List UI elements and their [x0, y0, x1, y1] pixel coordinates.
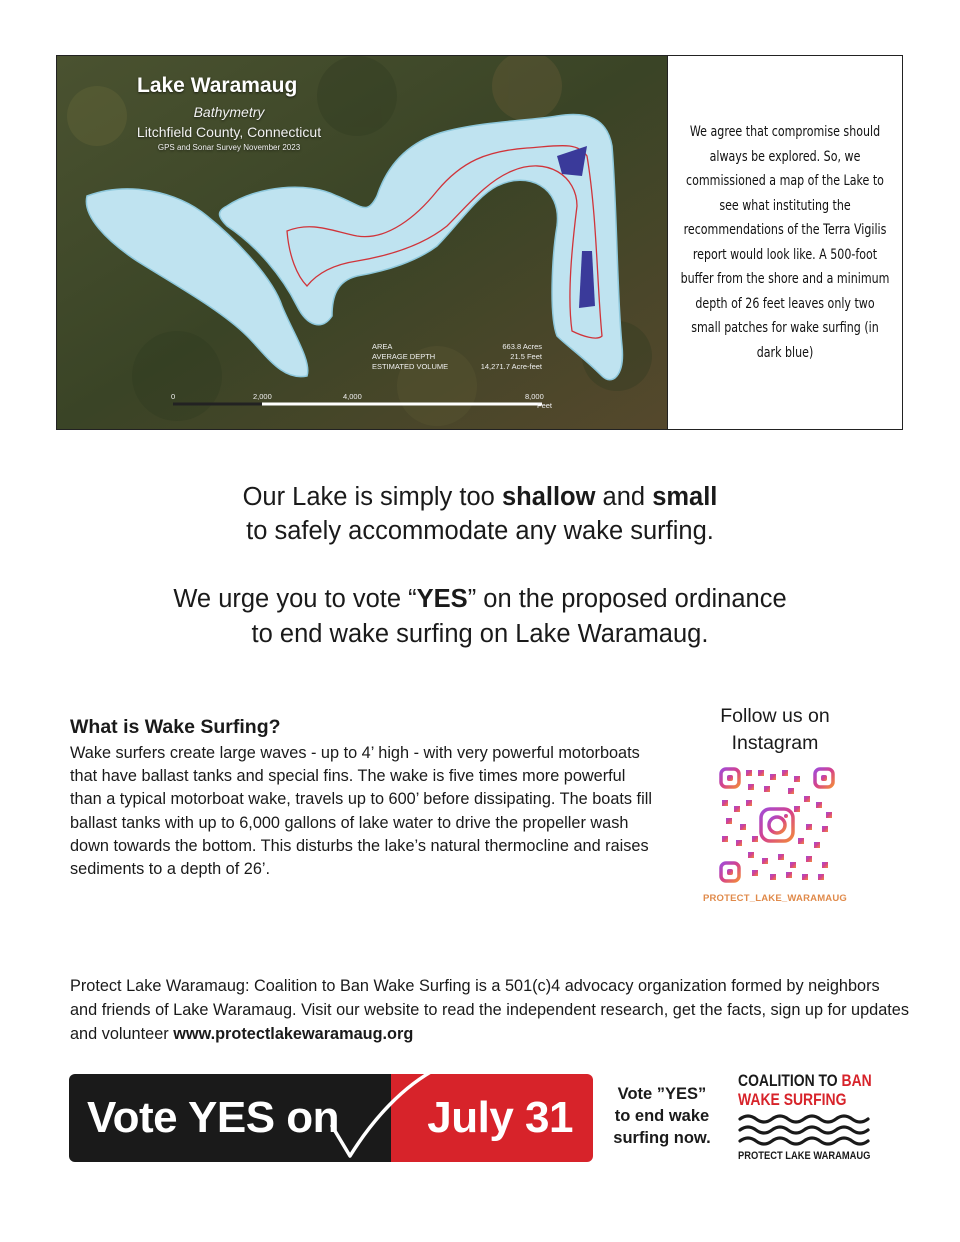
vote-message-line: surfing now. [613, 1129, 711, 1147]
vote-yes-on-text: Vote YES on [69, 1074, 391, 1162]
stat-label: AVERAGE DEPTH [372, 352, 436, 361]
logo-text-red: BAN [841, 1071, 872, 1090]
stat-label: ESTIMATED VOLUME [372, 362, 449, 371]
headline-line-4: to end wake surfing on Lake Waramaug. [251, 620, 709, 648]
headline-line-1 [0, 480, 960, 514]
instagram-handle: PROTECT_LAKE_WARAMAUG [702, 893, 848, 904]
scale-label: 2,000 [253, 392, 272, 401]
website-link[interactable]: www.protectlakewaramaug.org [173, 1025, 414, 1043]
stat-value: 14,271.7 Acre-feet [480, 362, 542, 371]
headline-emphasis: YES [416, 585, 468, 613]
scale-label: 8,000 [525, 392, 544, 401]
map-stats [372, 342, 542, 372]
map-county: Litchfield County, Connecticut [136, 124, 322, 140]
coalition-logo [738, 1071, 888, 1162]
map-title: Lake Waramaug [137, 74, 298, 97]
organization-description-text: Protect Lake Waramaug: Coalition to Ban Wake Surfing is a 501(c)4 advocacy organization formed by neighbors and friends of Lake Waramaug. Visit our website to read the independent research, get the facts, sign up for updates and volunteer [70, 977, 909, 1043]
bathymetry-map-panel [56, 55, 903, 430]
vote-message-line: Vote ”YES” [617, 1085, 707, 1103]
vote-yes-message [606, 1083, 718, 1149]
headline-line-2: to safely accommodate any wake surfing. [246, 517, 714, 545]
scale-unit: Feet [537, 401, 553, 410]
stat-row [372, 362, 542, 372]
map-survey: GPS and Sonar Survey November 2023 [157, 143, 301, 152]
stat-row [372, 342, 542, 352]
instagram-title [700, 703, 850, 757]
headline-line-3 [0, 582, 960, 616]
headline-text: Our Lake is simply too [242, 483, 502, 511]
stat-label: AREA [372, 342, 393, 351]
stat-value: 21.5 Feet [510, 352, 542, 361]
headline-text: ” on the proposed ordinance [467, 585, 787, 613]
organization-description [70, 974, 910, 1046]
headline-emphasis: small [652, 483, 718, 511]
scale-label: 0 [171, 392, 176, 401]
instagram-qr-code[interactable] [718, 766, 836, 884]
stat-value: 663.8 Acres [502, 342, 542, 351]
map-subtitle: Bathymetry [193, 104, 265, 120]
logo-line-2: WAKE SURFING [738, 1090, 847, 1109]
map-caption: We agree that compromise should always be explored. So, we commissioned a map of the Lake to see what instituting the recommendations of the Terra Vigilis report would look like. A 500-foot buffer from the shore and a minimum depth of 26 feet leaves only two small patches for wake surfing (in dark blue) [680, 124, 890, 361]
wake-surfing-heading: What is Wake Surfing? [70, 716, 281, 738]
checkmark-icon [328, 1064, 443, 1164]
instagram-title-line: Instagram [731, 732, 819, 754]
vote-message-line: to end wake [614, 1107, 710, 1125]
waves-icon [738, 1111, 878, 1147]
map-caption-box [667, 56, 902, 429]
logo-footer: PROTECT LAKE WARAMAUG [738, 1150, 871, 1162]
headline-emphasis: shallow [501, 483, 596, 511]
instagram-title-line: Follow us on [720, 705, 830, 727]
headline-text: We urge you to vote “ [173, 585, 417, 613]
headline-text: and [595, 483, 653, 511]
stat-row [372, 352, 542, 362]
scale-label: 4,000 [343, 392, 362, 401]
vote-date-text: July 31 [391, 1074, 593, 1162]
wake-surfing-body: Wake surfers create large waves - up to 4’ high - with very powerful motorboats that have ballast tanks and special fins. The wake is five times more powerful than a typical motorboat wake, travels up to 600’ before dissipating. The boats fill ballast tanks with up to 6,000 gallons of lake water to drive the propeller wash down towards the bottom. This disturbs the lake’s natural thermocline and raises sediments to a depth of 26’. [70, 744, 652, 879]
logo-line-1 [738, 1071, 872, 1090]
logo-text: COALITION TO [738, 1071, 842, 1090]
